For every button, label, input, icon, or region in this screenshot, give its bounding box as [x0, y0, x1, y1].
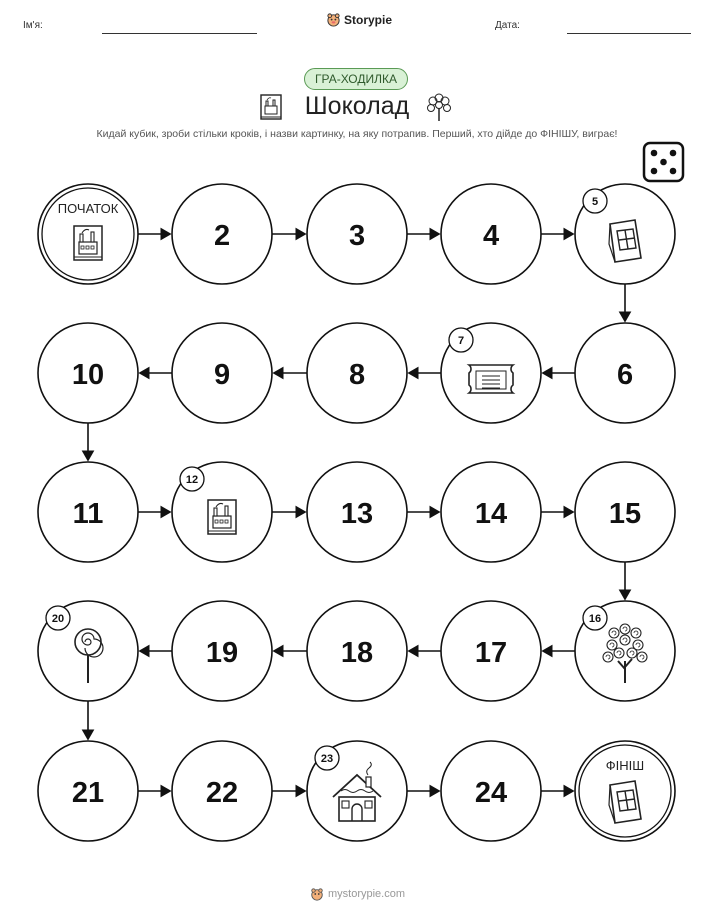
finish-cell — [575, 741, 675, 841]
board-cell — [172, 462, 272, 562]
cell-number: 16 — [588, 613, 602, 625]
board-cell — [38, 462, 138, 562]
board-cell — [575, 462, 675, 562]
cell-number: 7 — [457, 335, 465, 347]
board-cell — [575, 323, 675, 423]
board-cell — [441, 601, 541, 701]
board-cell — [307, 323, 407, 423]
board-cell — [575, 601, 675, 701]
date-label: Дата: — [495, 20, 520, 31]
factory-book-icon — [208, 500, 236, 534]
cell-number: 3 — [348, 220, 366, 252]
footer — [310, 887, 405, 901]
cell-number: 4 — [482, 220, 500, 252]
board-cell — [307, 184, 407, 284]
board-cell — [441, 741, 541, 841]
chocolate-bar-icon — [609, 220, 641, 262]
board-cell — [38, 323, 138, 423]
cell-number: 6 — [616, 359, 634, 391]
board-cell — [172, 184, 272, 284]
page-title: Шоколад — [304, 92, 410, 120]
cell-number: 10 — [71, 359, 105, 391]
cell-number: 2 — [213, 220, 231, 252]
cell-number: 19 — [205, 637, 239, 669]
board-cell — [38, 601, 138, 701]
cell-label: ФІНІШ — [605, 758, 645, 773]
cell-number: 24 — [474, 777, 508, 809]
cell-label: ПОЧАТОК — [57, 201, 119, 216]
cell-number: 13 — [340, 498, 374, 530]
board-cells — [38, 184, 675, 841]
board-cell — [441, 462, 541, 562]
board-cell — [172, 741, 272, 841]
factory-book-icon — [74, 226, 102, 260]
cell-number: 22 — [205, 777, 239, 809]
cell-number: 8 — [348, 359, 366, 391]
board-cell — [172, 323, 272, 423]
game-instructions: Кидай кубик, зроби стільки кроків, і назви картинку, на яку потрапив. Перший, хто дійде до ФІНІШУ, виграє! — [96, 128, 618, 140]
cell-number: 9 — [213, 359, 231, 391]
name-label: Ім'я: — [23, 20, 43, 31]
cell-number: 5 — [591, 196, 599, 208]
board-cell — [575, 184, 675, 284]
board-cell — [172, 601, 272, 701]
board-cell — [441, 184, 541, 284]
cell-number: 14 — [474, 498, 508, 530]
ticket-icon — [469, 365, 513, 393]
game-type-badge: ГРА-ХОДИЛКА — [304, 68, 408, 90]
start-cell — [38, 184, 138, 284]
cell-number: 15 — [608, 498, 642, 530]
storypie-mascot-icon — [310, 887, 324, 901]
chocolate-bar-icon — [609, 781, 641, 823]
cell-number: 21 — [71, 777, 105, 809]
board-cell — [307, 741, 407, 841]
board-cell — [441, 323, 541, 423]
board-cell — [38, 741, 138, 841]
footer-url: mystorypie.com — [328, 888, 406, 900]
cell-number: 17 — [474, 637, 508, 669]
cell-number: 12 — [185, 474, 199, 486]
cell-number: 23 — [320, 753, 334, 765]
cell-number: 11 — [72, 498, 104, 530]
board-cell — [307, 462, 407, 562]
board-cell — [307, 601, 407, 701]
cell-number: 18 — [340, 637, 374, 669]
brand-name: Storypie — [344, 12, 393, 27]
cell-number: 20 — [51, 613, 65, 625]
